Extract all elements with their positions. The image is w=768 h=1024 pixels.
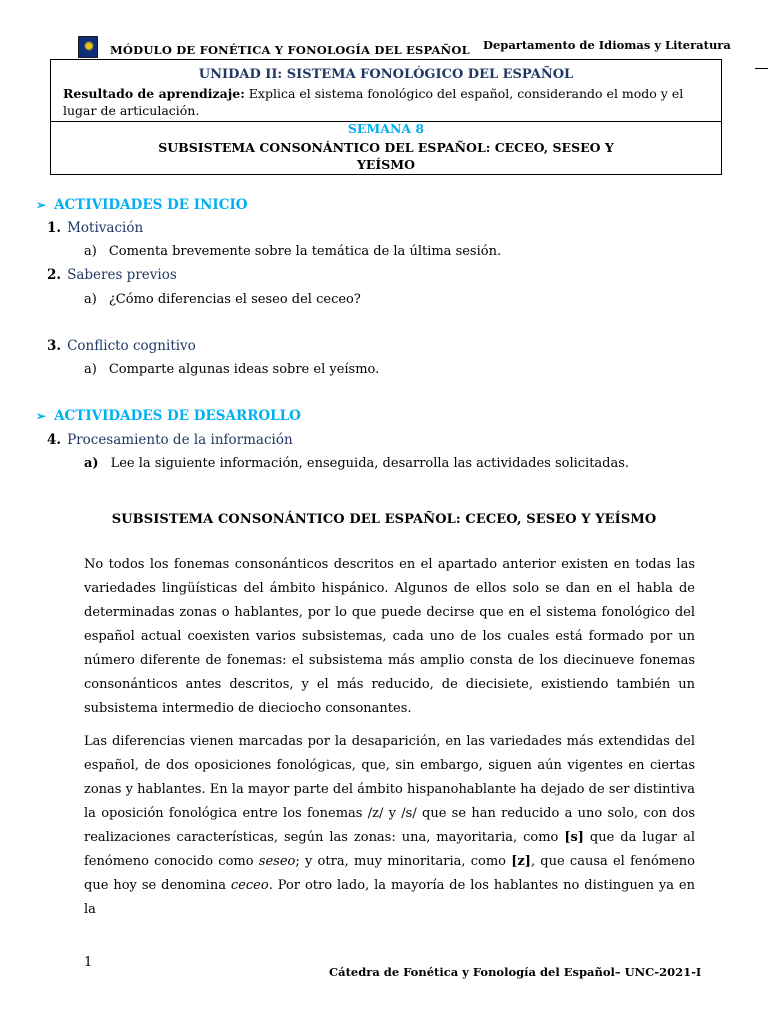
week-label: SEMANA 8 [347, 121, 425, 136]
item-1 [47, 220, 143, 236]
learning-outcome-text: Explica el sistema fonológico del español, considerando el modo y el lugar de articulación. [63, 86, 684, 118]
paragraph-text: que da lugar al fenómeno conocido como [84, 830, 695, 869]
department-name: Departamento de Idiomas y Literatura [483, 38, 731, 52]
item-letter: a) [84, 244, 97, 259]
item-2a [84, 292, 361, 307]
learning-outcome-label: Resultado de aprendizaje: [63, 86, 245, 101]
item-letter: a) [84, 456, 99, 471]
page-number: 1 [84, 955, 93, 970]
item-number: 3. [47, 338, 62, 354]
learning-outcome [63, 85, 713, 119]
item-number: 2. [47, 267, 62, 283]
arrowhead-bullet-icon: ➢ [36, 198, 47, 212]
item-number: 1. [47, 220, 62, 236]
item-3 [47, 338, 196, 354]
article-paragraph-1: No todos los fonemas consonánticos descritos en el apartado anterior existen en todas las variedades lingüísticas del ámbito hispánico. Algunos de ellos solo se dan en el habla de determinadas zonas o hablantes, por lo que puede decirse que en el sistema fonológico del español actual coexisten varios subsistemas, cada uno de los cuales está formado por un número diferente de fonemas: el subsistema más amplio consta de los diecinueve fonemas consonánticos antes descritos, y el más reducido, de diecisiete, existiendo también un subsistema intermedio de dieciocho consonantes. [84, 557, 695, 716]
module-title: MÓDULO DE FONÉTICA Y FONOLOGÍA DEL ESPAÑOL [110, 43, 470, 57]
paragraph-text: , que causa el fenómeno que hoy se denomina [84, 854, 696, 893]
star-emblem-icon: ✹ [83, 39, 95, 55]
item-2 [47, 267, 177, 283]
arrowhead-bullet-icon: ➢ [36, 409, 47, 423]
term-seseo: seseo [258, 854, 296, 869]
paragraph-text: . Por otro lado, la mayoría de los hablantes no distinguen ya en la [84, 878, 695, 917]
term-ceceo: ceceo [230, 878, 269, 893]
item-letter: a) [84, 362, 97, 377]
paragraph-text: ; y otra, muy minoritaria, como [295, 854, 512, 869]
university-shield-icon [78, 36, 98, 58]
phonetic-symbol: [z] [511, 854, 531, 869]
section-desarrollo-title: ACTIVIDADES DE DESARROLLO [54, 408, 301, 424]
article-title: SUBSISTEMA CONSONÁNTICO DEL ESPAÑOL: CECEO, SESEO Y YEÍSMO [111, 512, 657, 527]
footer-text: Cátedra de Fonética y Fonología del Español– UNC-2021-I [329, 965, 702, 979]
unit-title: UNIDAD II: SISTEMA FONOLÓGICO DEL ESPAÑOL [198, 67, 574, 82]
phonetic-symbol: [s] [564, 830, 584, 845]
week-subtitle-line1: SUBSISTEMA CONSONÁNTICO DEL ESPAÑOL: CECEO, SESEO Y [158, 140, 614, 155]
item-title: Saberes previos [67, 267, 177, 283]
item-text: ¿Cómo diferencias el seseo del ceceo? [108, 292, 361, 307]
item-4 [47, 432, 293, 448]
item-1a [84, 244, 501, 259]
item-text: Lee la siguiente información, enseguida, desarrolla las actividades solicitadas. [110, 456, 630, 471]
item-title: Conflicto cognitivo [67, 338, 196, 354]
item-text: Comparte algunas ideas sobre el yeísmo. [108, 362, 380, 377]
item-title: Motivación [67, 220, 144, 236]
item-4a [84, 456, 629, 471]
item-letter: a) [84, 292, 97, 307]
paragraph-text: Las diferencias vienen marcadas por la desaparición, en las variedades más extendidas del español, de dos oposiciones fonológicas, que, sin embargo, siguen aún vigentes en ciertas zonas y hablantes. En la mayor parte del ámbito hispanohablante ha dejado de ser distintiva la oposición fonológica entre los fonemas /z/ y /s/ que se han reducido a uno solo, con dos realizaciones características, según las zonas: una, mayoritaria, como [84, 734, 695, 845]
section-desarrollo [36, 408, 301, 424]
item-number: 4. [47, 432, 62, 448]
week-subtitle [50, 139, 722, 173]
week-subtitle-line2: YEÍSMO [356, 157, 416, 172]
article-paragraph-2 [84, 730, 695, 922]
section-inicio [36, 197, 248, 213]
item-title: Procesamiento de la información [67, 432, 293, 448]
section-inicio-title: ACTIVIDADES DE INICIO [54, 197, 248, 213]
item-3a [84, 362, 379, 377]
item-text: Comenta brevemente sobre la temática de la última sesión. [108, 244, 502, 259]
header-rule [755, 68, 768, 69]
